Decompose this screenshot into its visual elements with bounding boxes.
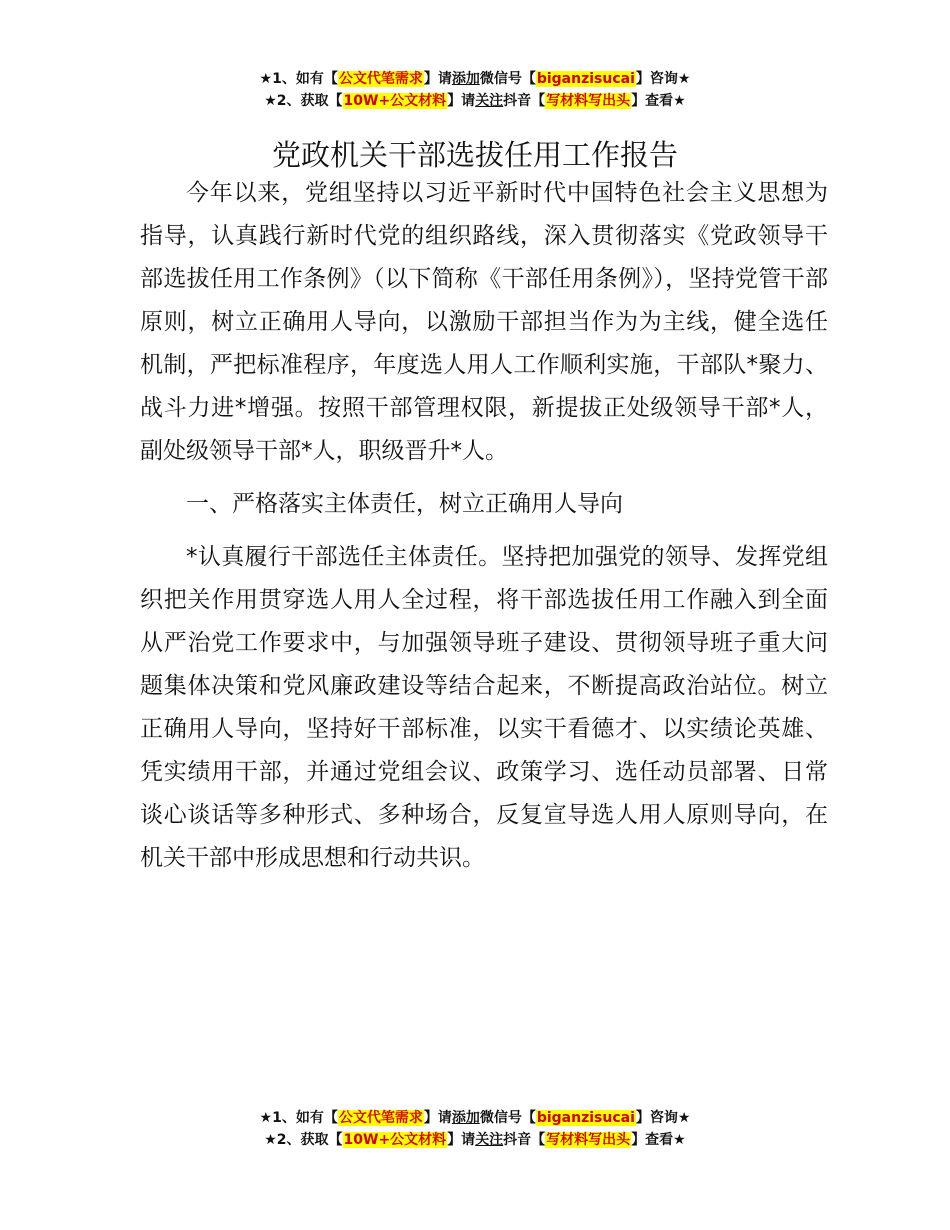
- underlined-text: 关注: [475, 1132, 504, 1148]
- document-body: [140, 172, 828, 880]
- banner-text: ★2、获取【: [264, 1132, 343, 1148]
- banner-text: 】请: [447, 1132, 476, 1148]
- highlight-text: 公文代笔需求: [338, 1110, 423, 1126]
- header-banner: [0, 68, 950, 112]
- banner-line-2: [0, 90, 950, 112]
- highlight-text: 公文代笔需求: [338, 71, 423, 87]
- banner-line-2: [0, 1129, 950, 1151]
- banner-text: 微信号【: [479, 1110, 536, 1126]
- paragraph-intro: 今年以来，党组坚持以习近平新时代中国特色社会主义思想为指导，认真践行新时代党的组织路线，深入贯彻落实《党政领导干部选拔任用工作条例》（以下简称《干部任用条例》），坚持党管干部原则，树立正确用人导向，以激励干部担当作为为主线，健全选任机制，严把标准程序，年度选人用人工作顺利实施，干部队*聚力、战斗力进*增强。按照干部管理权限，新提拔正处级领导干部*人，副处级领导干部*人，职级晋升*人。: [140, 180, 828, 464]
- highlight-text: 写材料写出头: [546, 1132, 631, 1148]
- banner-text: 抖音【: [503, 93, 546, 109]
- banner-text: 】请: [423, 1110, 452, 1126]
- highlight-text: 写材料写出头: [546, 93, 631, 109]
- section-heading: 一、严格落实主体责任，树立正确用人导向: [186, 491, 623, 517]
- banner-line-1: [0, 1107, 950, 1129]
- banner-text: 】查看★: [631, 1132, 686, 1148]
- banner-text: ★1、如有【: [259, 71, 338, 87]
- banner-text: 】查看★: [631, 93, 686, 109]
- banner-text: ★1、如有【: [259, 1110, 338, 1126]
- underlined-text: 添加: [451, 71, 480, 87]
- underlined-text: 添加: [451, 1110, 480, 1126]
- document-title: 党政机关干部选拔任用工作报告: [271, 138, 678, 173]
- banner-text: 微信号【: [479, 71, 536, 87]
- highlight-text: biganzisucai: [536, 71, 635, 87]
- paragraph-section-1: *认真履行干部选任主体责任。坚持把加强党的领导、发挥党组织把关作用贯穿选人用人全过程，将干部选拔任用工作融入到全面从严治党工作要求中，与加强领导班子建设、贯彻领导班子重大问题集体决策和党风廉政建设等结合起来，不断提高政治站位。树立正确用人导向，坚持好干部标准，以实干看德才、以实绩论英雄、凭实绩用干部，并通过党组会议、政策学习、选任动员部署、日常谈心谈话等多种形式、多种场合，反复宣导选人用人原则导向，在机关干部中形成思想和行动共识。: [140, 544, 828, 871]
- highlight-text: 10W+公文材料: [343, 93, 447, 109]
- banner-text: 】咨询★: [635, 1110, 691, 1126]
- banner-line-1: [0, 68, 950, 90]
- highlight-text: 10W+公文材料: [343, 1132, 447, 1148]
- underlined-text: 关注: [475, 93, 504, 109]
- banner-text: ★2、获取【: [264, 93, 343, 109]
- banner-text: 】请: [423, 71, 452, 87]
- banner-text: 】请: [447, 93, 476, 109]
- footer-banner: [0, 1107, 950, 1151]
- highlight-text: biganzisucai: [536, 1110, 635, 1126]
- banner-text: 抖音【: [503, 1132, 546, 1148]
- banner-text: 】咨询★: [635, 71, 691, 87]
